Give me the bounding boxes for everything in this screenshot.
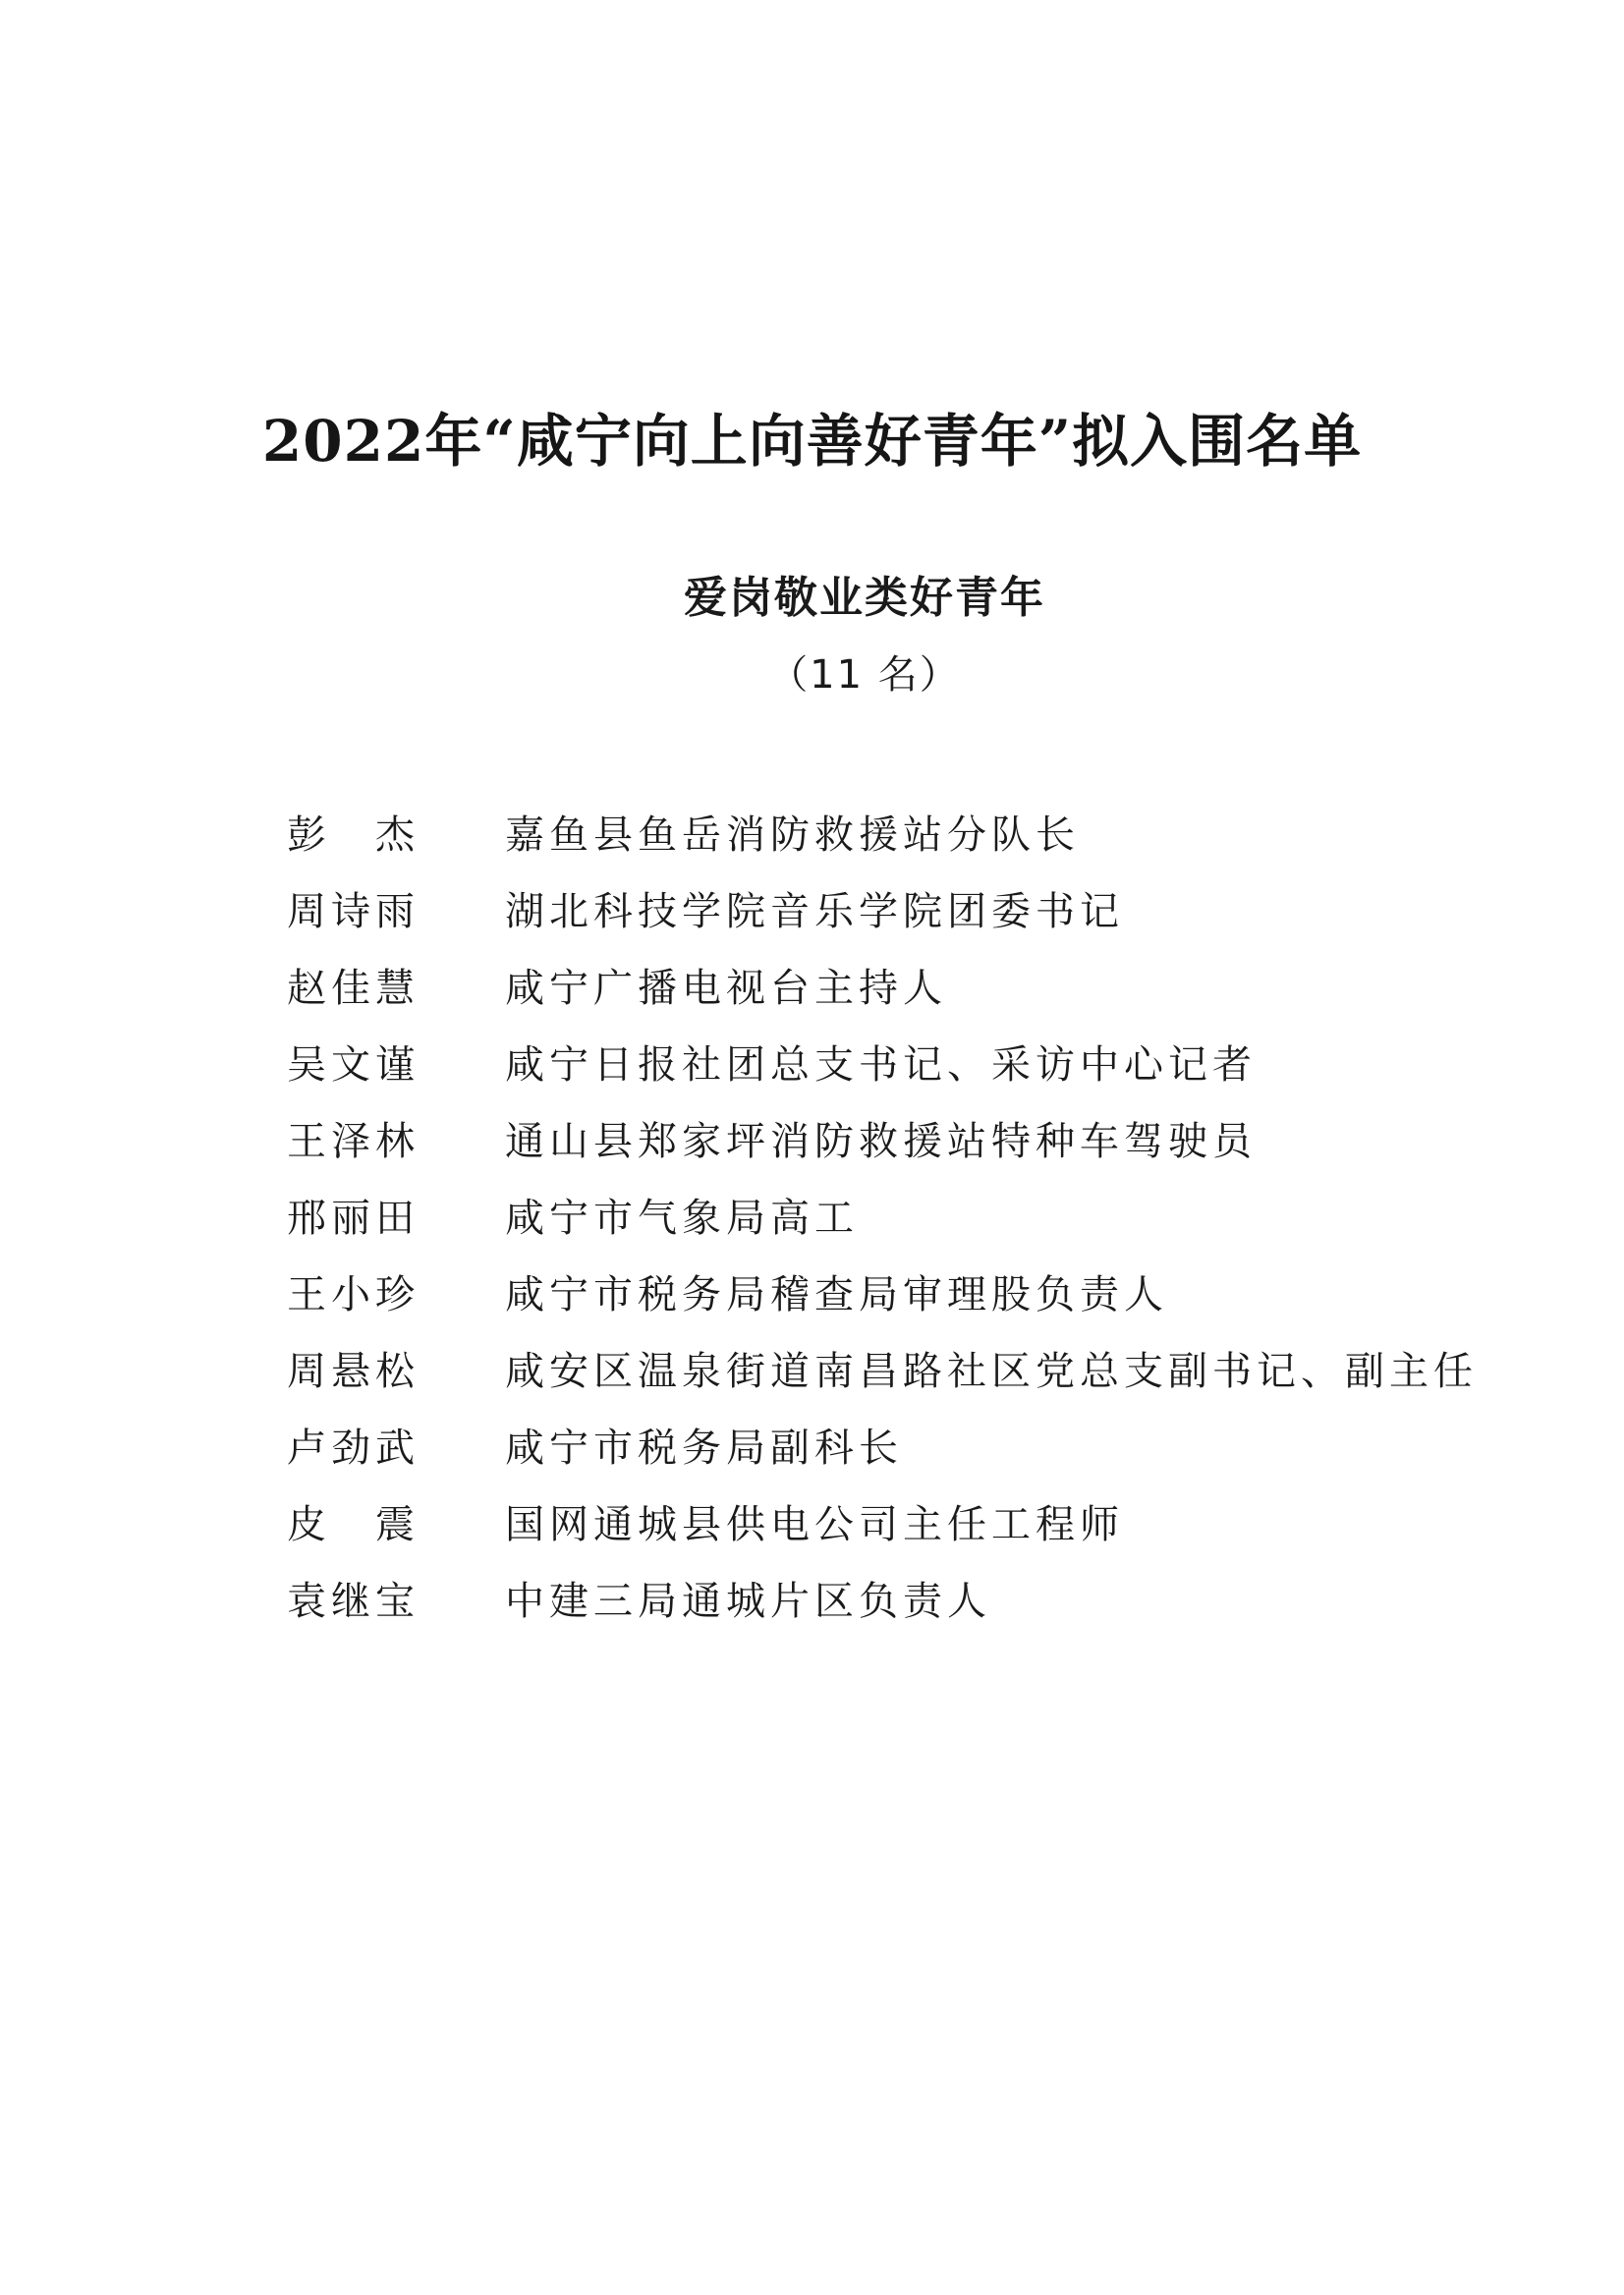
list-item xyxy=(287,793,1478,869)
nominee-description: 国网通城县供电公司主任工程师 xyxy=(505,1501,1124,1547)
nominee-description: 咸宁日报社团总支书记、采访中心记者 xyxy=(505,1041,1257,1088)
list-item xyxy=(287,1329,1478,1406)
nominee-description: 湖北科技学院音乐学院团委书记 xyxy=(505,888,1124,934)
nominee-description: 咸宁市税务局稽查局审理股负责人 xyxy=(505,1271,1168,1317)
list-item xyxy=(287,946,1478,1023)
list-item xyxy=(287,1406,1478,1483)
nominee-description: 中建三局通城片区负责人 xyxy=(505,1578,991,1624)
list-item xyxy=(287,1253,1478,1329)
list-item xyxy=(287,1176,1478,1253)
nominee-name: 王泽林 xyxy=(287,1118,420,1164)
category-count: （11 名） xyxy=(768,652,961,698)
nominee-list xyxy=(287,793,1478,1636)
nominee-name: 赵佳慧 xyxy=(287,965,420,1011)
nominee-name: 彭 杰 xyxy=(287,812,420,858)
nominee-name: 王小珍 xyxy=(287,1271,420,1317)
list-item xyxy=(287,1559,1478,1636)
nominee-name: 袁继宝 xyxy=(287,1578,420,1624)
nominee-description: 咸宁市气象局高工 xyxy=(505,1195,859,1241)
nominee-description: 咸宁广播电视台主持人 xyxy=(505,965,947,1011)
list-item xyxy=(287,1023,1478,1099)
nominee-description: 嘉鱼县鱼岳消防救援站分队长 xyxy=(505,812,1080,858)
list-item xyxy=(287,1483,1478,1559)
nominee-name: 邢丽田 xyxy=(287,1195,420,1241)
nominee-name: 周悬松 xyxy=(287,1348,420,1394)
nominee-description: 咸安区温泉街道南昌路社区党总支副书记、副主任 xyxy=(505,1348,1478,1394)
list-item xyxy=(287,869,1478,946)
list-item xyxy=(287,1099,1478,1176)
nominee-name: 周诗雨 xyxy=(287,888,420,934)
category-heading: 爱岗敬业类好青年 xyxy=(684,573,1045,623)
nominee-description: 咸宁市税务局副科长 xyxy=(505,1425,903,1471)
nominee-description: 通山县郑家坪消防救援站特种车驾驶员 xyxy=(505,1118,1257,1164)
nominee-name: 皮 震 xyxy=(287,1501,420,1547)
nominee-name: 卢劲武 xyxy=(287,1425,420,1471)
nominee-name: 吴文谨 xyxy=(287,1041,420,1088)
page-title: 2022年“咸宁向上向善好青年”拟入围名单 xyxy=(261,408,1363,475)
